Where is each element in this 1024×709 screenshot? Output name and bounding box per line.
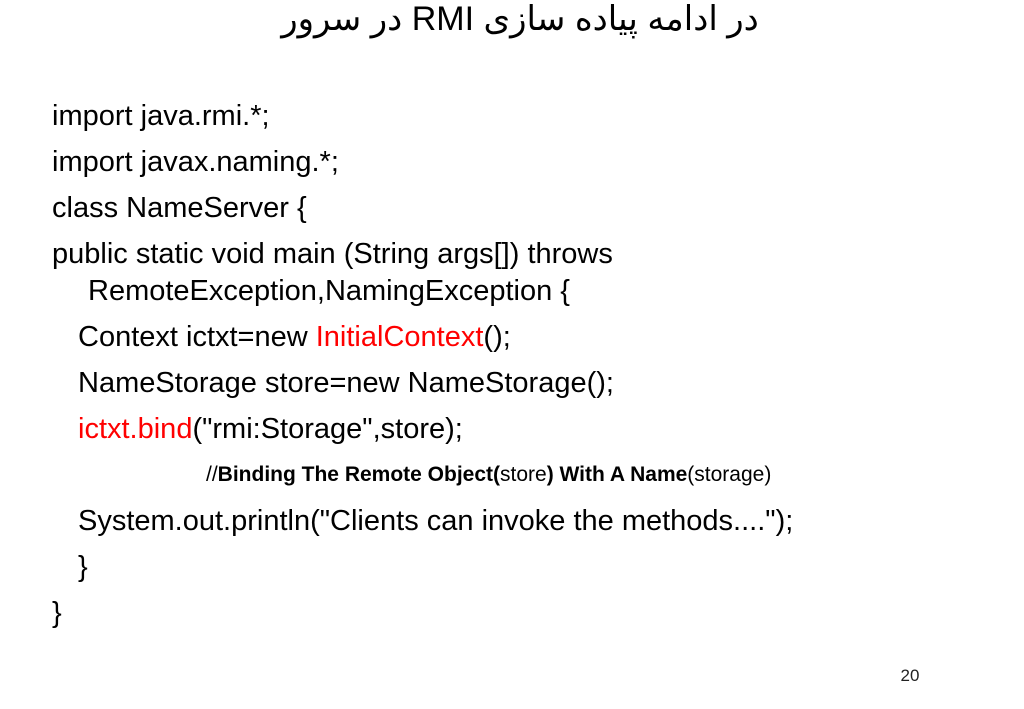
code-bind-after: ("rmi:Storage",store); [192, 413, 463, 445]
code-line-println: System.out.println("Clients can invoke the methods...."); [78, 505, 794, 537]
comment-bold-2: ) With A Name [546, 463, 688, 486]
code-line-class-declaration: class NameServer { [52, 192, 307, 224]
code-bind-highlight: ictxt.bind [78, 413, 193, 445]
code-initialcontext-highlight: InitialContext [315, 321, 484, 353]
page-number: 20 [900, 666, 920, 685]
code-line-main-exceptions: RemoteException,NamingException { [88, 275, 570, 307]
code-line-main-signature: public static void main (String args[]) throws [52, 238, 613, 270]
slide-title: در ادامه پیاده سازی RMI در سرور [281, 0, 759, 38]
code-line-import-rmi: import java.rmi.*; [52, 100, 270, 132]
code-context-after: (); [483, 321, 511, 353]
code-context-before: Context ictxt=new [78, 321, 316, 353]
comment-prefix: // [206, 463, 218, 486]
comment-bold-1: Binding The Remote Object( [217, 463, 501, 486]
code-line-namestorage: NameStorage store=new NameStorage(); [78, 367, 614, 399]
code-line-context [78, 320, 511, 354]
code-line-bind [78, 412, 463, 446]
comment-normal-1: store [500, 463, 547, 486]
code-line-close-main: } [78, 551, 88, 583]
comment-normal-2: (storage) [687, 463, 772, 486]
code-line-import-naming: import javax.naming.*; [52, 146, 339, 178]
code-line-close-class: } [52, 597, 62, 629]
code-comment [206, 462, 771, 488]
